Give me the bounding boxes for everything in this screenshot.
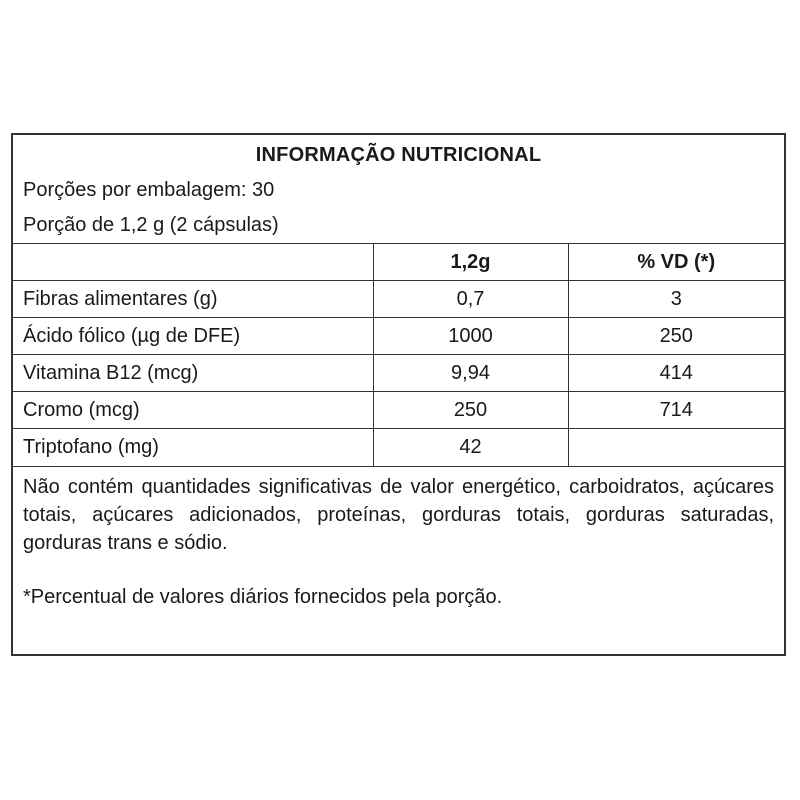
nutrient-quantity: 0,7: [373, 281, 568, 318]
nutrition-table: [13, 243, 784, 466]
table-row: [13, 318, 784, 355]
insignificant-quantities-note: Não contém quantidades significativas de valor energético, carboidratos, açúcares totais, açúcares adicionados, proteínas, gorduras totais, gorduras saturadas, gorduras trans e sódio.: [23, 475, 774, 554]
nutrient-quantity: 9,94: [373, 355, 568, 392]
notes-section: [13, 466, 784, 611]
table-row: [13, 355, 784, 392]
table-row: [13, 392, 784, 429]
nutrient-name: Fibras alimentares (g): [13, 281, 373, 318]
nutrient-daily-value: 414: [568, 355, 784, 392]
nutrient-quantity: 42: [373, 429, 568, 466]
nutrient-daily-value: 714: [568, 392, 784, 429]
header-daily-value: % VD (*): [568, 244, 784, 281]
table-row: [13, 281, 784, 318]
nutrient-name: Cromo (mcg): [13, 392, 373, 429]
table-row: [13, 429, 784, 466]
nutrient-name: Vitamina B12 (mcg): [13, 355, 373, 392]
header-quantity: 1,2g: [373, 244, 568, 281]
nutrient-daily-value: [568, 429, 784, 466]
label-title: INFORMAÇÃO NUTRICIONAL: [255, 144, 542, 166]
nutrient-daily-value: 250: [568, 318, 784, 355]
nutrient-daily-value: 3: [568, 281, 784, 318]
nutrient-name: Ácido fólico (µg de DFE): [13, 318, 373, 355]
nutrient-quantity: 1000: [373, 318, 568, 355]
servings-per-package: Porções por embalagem: 30: [23, 179, 275, 201]
table-header-row: [13, 244, 784, 281]
nutrient-name: Triptofano (mg): [13, 429, 373, 466]
nutrition-facts-label: [11, 133, 786, 656]
daily-value-footnote: *Percentual de valores diários fornecidos pela porção.: [23, 585, 503, 608]
header-nutrient: [13, 244, 373, 281]
nutrient-quantity: 250: [373, 392, 568, 429]
serving-size: Porção de 1,2 g (2 cápsulas): [23, 214, 279, 236]
